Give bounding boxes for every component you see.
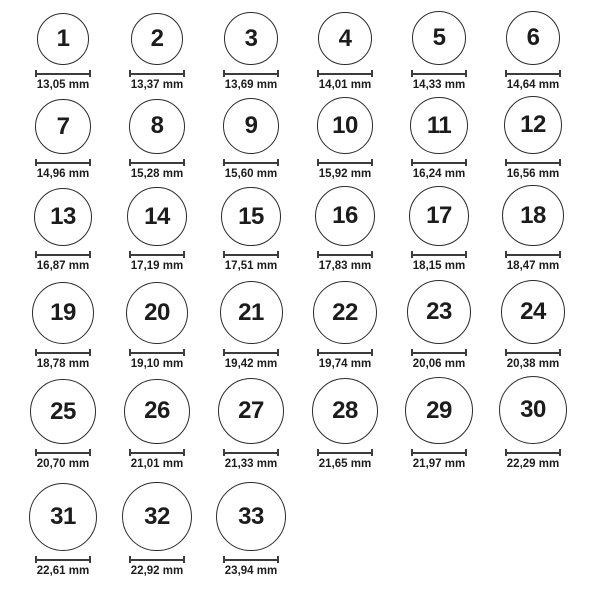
ruler-line xyxy=(131,352,183,354)
diameter-ruler-icon xyxy=(317,70,373,77)
diameter-label: 22,61 mm xyxy=(36,565,90,578)
ring-circle xyxy=(126,282,188,344)
diameter-label: 15,92 mm xyxy=(318,168,372,181)
ring-circle xyxy=(216,482,286,552)
ring-size-row xyxy=(16,471,584,578)
ring-size-number: 10 xyxy=(332,111,358,139)
diameter-ruler-icon xyxy=(317,159,373,166)
ring-size-cell xyxy=(486,96,580,181)
ruler-line xyxy=(225,352,277,354)
ring-size-number: 11 xyxy=(426,111,452,139)
diameter-ruler-icon xyxy=(505,349,561,356)
diameter-label: 16,87 mm xyxy=(36,260,90,273)
diameter-label: 21,65 mm xyxy=(318,458,372,471)
ruler-line xyxy=(225,162,277,164)
ring-circle xyxy=(131,13,184,66)
ring-size-cell xyxy=(204,378,298,471)
ring-size-number: 14 xyxy=(144,202,170,230)
diameter-label: 19,10 mm xyxy=(130,358,184,371)
diameter-ruler-icon xyxy=(35,251,91,258)
diameter-label: 14,64 mm xyxy=(506,79,560,92)
ruler-line xyxy=(225,559,277,561)
ring-size-number: 3 xyxy=(244,24,258,52)
diameter-label: 18,47 mm xyxy=(506,260,560,273)
ruler-line xyxy=(225,452,277,454)
ruler-line xyxy=(507,162,559,164)
ruler-line xyxy=(319,352,371,354)
ring-size-number: 7 xyxy=(56,112,70,140)
ring-circle xyxy=(220,281,283,344)
ring-size-number: 21 xyxy=(238,298,264,326)
diameter-ruler-icon xyxy=(411,449,467,456)
ring-size-cell xyxy=(204,98,298,181)
ring-size-cell xyxy=(16,188,110,273)
ring-size-number: 12 xyxy=(520,111,546,139)
ring-circle xyxy=(30,379,95,444)
ruler-line xyxy=(507,254,559,256)
ring-circle xyxy=(218,378,284,444)
diameter-ruler-icon xyxy=(223,449,279,456)
diameter-ruler-icon xyxy=(129,159,185,166)
ring-size-cell xyxy=(486,376,580,471)
diameter-label: 22,29 mm xyxy=(506,458,560,471)
ring-size-cell xyxy=(110,187,204,273)
ring-circle xyxy=(129,99,185,155)
ruler-line xyxy=(37,73,89,75)
ring-size-cell xyxy=(392,280,486,371)
ring-circle xyxy=(407,280,471,344)
ruler-line xyxy=(131,452,183,454)
ring-size-number: 9 xyxy=(244,112,258,140)
ring-size-cell xyxy=(110,482,204,578)
diameter-label: 21,01 mm xyxy=(130,458,184,471)
diameter-label: 21,33 mm xyxy=(224,458,278,471)
ruler-line xyxy=(413,452,465,454)
diameter-ruler-icon xyxy=(411,251,467,258)
ring-circle xyxy=(37,13,89,65)
diameter-ruler-icon xyxy=(223,70,279,77)
ring-circle xyxy=(315,186,375,246)
diameter-ruler-icon xyxy=(411,349,467,356)
ruler-line xyxy=(319,73,371,75)
diameter-ruler-icon xyxy=(35,70,91,77)
ring-size-number: 32 xyxy=(144,502,170,530)
diameter-ruler-icon xyxy=(505,251,561,258)
ring-size-cell xyxy=(392,11,486,92)
ruler-line xyxy=(507,73,559,75)
diameter-label: 22,92 mm xyxy=(130,565,184,578)
diameter-ruler-icon xyxy=(129,70,185,77)
ruler-line xyxy=(413,73,465,75)
ring-circle xyxy=(410,97,468,155)
ring-circle xyxy=(313,281,377,345)
ring-size-number: 19 xyxy=(50,299,76,327)
ring-size-cell xyxy=(110,379,204,471)
ring-size-number: 25 xyxy=(50,397,76,425)
ring-size-cell xyxy=(298,281,392,371)
ruler-line xyxy=(37,559,89,561)
ring-size-number: 15 xyxy=(238,202,264,230)
ruler-line xyxy=(37,162,89,164)
diameter-ruler-icon xyxy=(505,449,561,456)
ruler-line xyxy=(37,352,89,354)
ring-size-cell xyxy=(204,482,298,578)
ring-size-row xyxy=(16,371,584,471)
ring-size-number: 28 xyxy=(332,396,358,424)
diameter-ruler-icon xyxy=(223,251,279,258)
ring-size-number: 17 xyxy=(426,201,452,229)
ruler-line xyxy=(37,254,89,256)
ring-size-cell xyxy=(204,187,298,273)
diameter-label: 15,60 mm xyxy=(224,168,278,181)
ring-circle xyxy=(409,186,470,247)
ring-size-cell xyxy=(204,281,298,371)
ring-size-number: 23 xyxy=(426,298,452,326)
ring-size-cell xyxy=(486,280,580,371)
ring-size-cell xyxy=(392,186,486,273)
diameter-label: 21,97 mm xyxy=(412,458,466,471)
diameter-label: 19,42 mm xyxy=(224,358,278,371)
ring-size-row xyxy=(16,181,584,273)
ring-size-rows xyxy=(16,0,584,578)
diameter-ruler-icon xyxy=(223,556,279,563)
ring-size-cell xyxy=(16,13,110,92)
diameter-ruler-icon xyxy=(317,349,373,356)
diameter-label: 16,56 mm xyxy=(506,168,560,181)
ring-size-cell xyxy=(298,378,392,471)
diameter-label: 14,33 mm xyxy=(412,79,466,92)
ring-size-number: 24 xyxy=(520,298,546,326)
diameter-label: 17,51 mm xyxy=(224,260,278,273)
ring-size-cell xyxy=(486,185,580,273)
ruler-line xyxy=(131,559,183,561)
ruler-line xyxy=(319,452,371,454)
ring-circle xyxy=(506,11,561,66)
diameter-ruler-icon xyxy=(129,349,185,356)
ring-circle xyxy=(412,11,466,65)
ring-size-cell xyxy=(392,377,486,471)
ring-size-number: 4 xyxy=(338,24,352,52)
ring-size-number: 18 xyxy=(520,201,546,229)
diameter-ruler-icon xyxy=(223,159,279,166)
diameter-label: 18,15 mm xyxy=(412,260,466,273)
diameter-ruler-icon xyxy=(317,449,373,456)
ruler-line xyxy=(131,254,183,256)
ring-circle xyxy=(29,483,98,552)
ring-circle xyxy=(504,96,562,154)
ring-circle xyxy=(32,282,94,344)
diameter-label: 23,94 mm xyxy=(224,565,278,578)
ring-size-number: 2 xyxy=(150,25,164,53)
ring-size-cell xyxy=(16,379,110,471)
ring-circle xyxy=(221,187,281,247)
diameter-label: 19,74 mm xyxy=(318,358,372,371)
ruler-line xyxy=(413,254,465,256)
ring-size-cell xyxy=(110,99,204,181)
ring-size-number: 16 xyxy=(332,202,358,230)
ring-circle xyxy=(124,379,190,445)
diameter-ruler-icon xyxy=(223,349,279,356)
diameter-label: 15,28 mm xyxy=(130,168,184,181)
diameter-label: 17,19 mm xyxy=(130,260,184,273)
diameter-ruler-icon xyxy=(129,449,185,456)
ruler-line xyxy=(225,254,277,256)
ring-size-cell xyxy=(16,99,110,181)
ruler-line xyxy=(319,254,371,256)
ring-size-number: 29 xyxy=(426,396,452,424)
diameter-ruler-icon xyxy=(35,449,91,456)
ring-size-row xyxy=(16,92,584,181)
ring-circle xyxy=(318,12,372,66)
diameter-ruler-icon xyxy=(35,349,91,356)
diameter-label: 20,70 mm xyxy=(36,458,90,471)
ring-size-number: 22 xyxy=(332,298,358,326)
ring-size-row xyxy=(16,273,584,371)
diameter-label: 13,05 mm xyxy=(36,79,90,92)
ring-size-number: 20 xyxy=(144,299,170,327)
ring-circle xyxy=(405,377,472,444)
ring-circle xyxy=(224,12,277,65)
ruler-line xyxy=(37,452,89,454)
diameter-label: 14,96 mm xyxy=(36,168,90,181)
ring-circle xyxy=(502,185,563,246)
ring-circle xyxy=(34,188,93,247)
ruler-line xyxy=(319,162,371,164)
ring-size-number: 8 xyxy=(150,112,164,140)
ruler-line xyxy=(413,352,465,354)
ring-circle xyxy=(499,376,567,444)
ring-circle xyxy=(35,99,90,154)
ring-size-cell xyxy=(110,13,204,92)
ring-size-cell xyxy=(392,97,486,181)
diameter-ruler-icon xyxy=(317,251,373,258)
ruler-line xyxy=(507,452,559,454)
ring-circle xyxy=(127,187,186,246)
diameter-label: 13,69 mm xyxy=(224,79,278,92)
ring-size-number: 30 xyxy=(520,396,546,424)
diameter-label: 18,78 mm xyxy=(36,358,90,371)
diameter-ruler-icon xyxy=(505,70,561,77)
ring-circle xyxy=(312,378,379,445)
ring-circle xyxy=(317,97,374,154)
diameter-label: 17,83 mm xyxy=(318,260,372,273)
diameter-label: 14,01 mm xyxy=(318,79,372,92)
ring-circle xyxy=(223,98,279,154)
diameter-label: 20,06 mm xyxy=(412,358,466,371)
ring-circle xyxy=(122,482,191,551)
diameter-ruler-icon xyxy=(35,159,91,166)
ruler-line xyxy=(131,73,183,75)
ring-size-cell xyxy=(16,282,110,371)
ring-size-number: 1 xyxy=(56,25,70,53)
ring-size-cell xyxy=(486,11,580,92)
ring-size-number: 6 xyxy=(526,23,540,51)
ruler-line xyxy=(413,162,465,164)
ring-size-number: 5 xyxy=(432,24,446,52)
ring-size-number: 31 xyxy=(50,503,76,531)
ring-size-cell xyxy=(298,12,392,92)
ring-size-cell xyxy=(16,483,110,578)
ring-size-number: 13 xyxy=(50,203,76,231)
diameter-ruler-icon xyxy=(411,70,467,77)
ring-size-cell xyxy=(298,186,392,273)
ruler-line xyxy=(225,73,277,75)
diameter-ruler-icon xyxy=(505,159,561,166)
ring-size-cell xyxy=(110,282,204,371)
ring-size-cell xyxy=(298,97,392,181)
diameter-label: 16,24 mm xyxy=(412,168,466,181)
diameter-ruler-icon xyxy=(129,556,185,563)
diameter-label: 20,38 mm xyxy=(506,358,560,371)
diameter-label: 13,37 mm xyxy=(130,79,184,92)
ruler-line xyxy=(131,162,183,164)
diameter-ruler-icon xyxy=(129,251,185,258)
ring-size-number: 33 xyxy=(238,502,264,530)
ring-size-number: 27 xyxy=(238,397,264,425)
ring-size-cell xyxy=(204,12,298,92)
ring-size-row xyxy=(16,0,584,92)
ruler-line xyxy=(507,352,559,354)
diameter-ruler-icon xyxy=(411,159,467,166)
diameter-ruler-icon xyxy=(35,556,91,563)
ring-size-number: 26 xyxy=(144,397,170,425)
ring-circle xyxy=(501,280,566,345)
